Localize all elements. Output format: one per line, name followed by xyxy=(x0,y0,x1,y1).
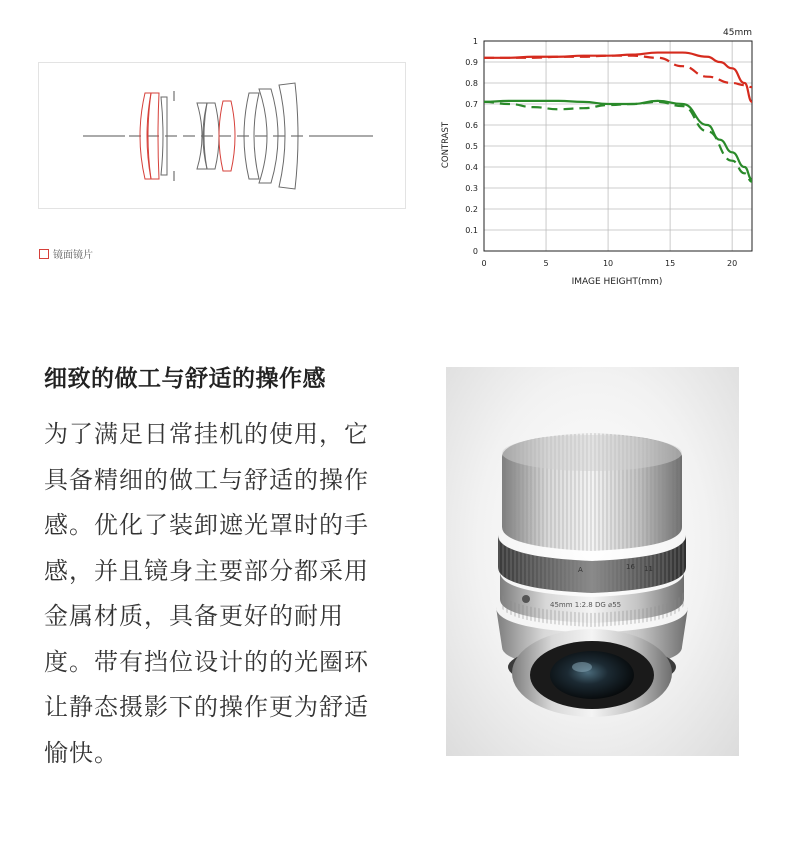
chart-title: 45mm xyxy=(723,28,752,38)
mtf-chart xyxy=(432,22,767,297)
lens-illustration xyxy=(446,367,739,756)
chart-grid xyxy=(484,41,752,251)
lens-release-dot xyxy=(522,595,530,603)
x-axis-label: IMAGE HEIGHT(mm) xyxy=(571,277,663,287)
y-axis-label: CONTRAST xyxy=(441,121,451,169)
y-tick-label: 0.5 xyxy=(465,142,478,151)
y-tick-label: 0.8 xyxy=(465,79,478,88)
section-heading: 细致的做工与舒适的操作感 xyxy=(44,366,326,392)
rear-element-glass xyxy=(550,651,634,699)
y-tick-label: 0.1 xyxy=(465,226,478,235)
scale-number-11: 11 xyxy=(644,565,653,573)
legend-label: 镜面镜片 xyxy=(53,250,93,261)
x-tick-label: 5 xyxy=(543,259,549,268)
x-tick-label: 20 xyxy=(727,259,738,268)
diagram-legend xyxy=(39,246,93,261)
y-tick-label: 1 xyxy=(472,37,478,46)
y-tick-label: 0.2 xyxy=(465,205,478,214)
lens-elements-drawing xyxy=(39,63,405,208)
y-tick-label: 0 xyxy=(472,247,478,256)
scale-number-16: 16 xyxy=(626,563,635,571)
aspherical-swatch xyxy=(39,249,49,259)
lens-hood xyxy=(502,433,682,551)
y-tick-label: 0.7 xyxy=(465,100,478,109)
x-tick-label: 0 xyxy=(481,259,487,268)
lens-product-photo xyxy=(446,367,739,756)
mtf-series-3-solid xyxy=(484,101,752,180)
section-body-text: 为了满足日常挂机的使用，它具备精细的做工与舒适的操作感。优化了装卸遮光罩时的手感，并且镜身主要部分都采用金属材质，具备更好的耐用度。带有挡位设计的的光圈环让静态摄影下的操作更为舒适愉快。 xyxy=(44,420,369,767)
y-tick-label: 0.9 xyxy=(465,58,478,67)
lens-marking-text: 45mm 1:2.8 DG ⌀55 xyxy=(550,601,622,609)
mtf-series-4-dashed xyxy=(484,102,752,182)
mtf-series-2-dashed xyxy=(484,56,752,87)
y-tick-label: 0.6 xyxy=(465,121,478,130)
chart-series xyxy=(484,53,752,182)
chart-axes xyxy=(465,37,752,268)
y-tick-label: 0.4 xyxy=(465,163,478,172)
y-tick-label: 0.3 xyxy=(465,184,478,193)
x-tick-label: 10 xyxy=(602,259,614,268)
x-tick-label: 15 xyxy=(665,259,676,268)
lens-construction-diagram xyxy=(38,62,406,209)
aperture-mark: A xyxy=(578,566,583,574)
